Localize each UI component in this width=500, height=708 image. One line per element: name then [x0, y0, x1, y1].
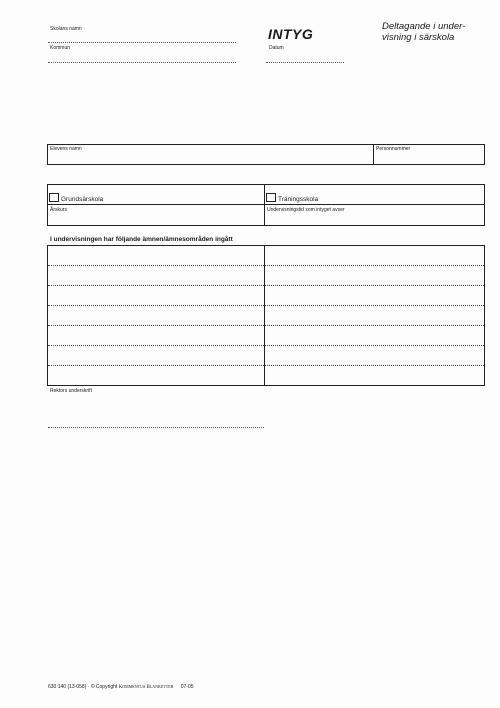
skolans-namn-field[interactable]	[48, 42, 236, 43]
school-type-bottom-line	[47, 225, 485, 226]
kommun-label: Kommun	[50, 45, 71, 51]
school-type-right-line	[484, 184, 485, 226]
subjects-row-line	[48, 345, 484, 346]
rektors-underskrift-label: Rektors underskrift	[50, 388, 92, 394]
form-subtitle-line2: visning i särskola	[382, 32, 455, 43]
footer-publisher: Kommentus Blanketter	[118, 685, 174, 690]
school-type-mid-line	[264, 184, 265, 226]
subjects-row-line	[48, 365, 484, 366]
subjects-row-line	[48, 265, 484, 266]
footer	[48, 684, 194, 691]
undervisningstid-field[interactable]	[266, 213, 482, 224]
undervisningstid-label: Undervisningstid som intyget avser	[267, 207, 345, 213]
traningsskola-label: Träningsskola	[278, 196, 319, 203]
grundsarskola-label: Grundsärskola	[61, 196, 104, 203]
datum-label: Datum	[269, 45, 284, 51]
kommun-field[interactable]	[48, 62, 236, 63]
form-subtitle	[382, 21, 465, 43]
subjects-row-line	[48, 305, 484, 306]
arskurs-field[interactable]	[49, 213, 262, 224]
subjects-row-line	[48, 285, 484, 286]
personnummer-label: Personnummer	[376, 146, 411, 152]
arskurs-label: Årskurs	[50, 207, 67, 213]
school-type-top-line	[47, 184, 485, 185]
grundsarskola-checkbox[interactable]	[49, 193, 59, 202]
subjects-row-line	[48, 325, 484, 326]
datum-field[interactable]	[266, 62, 344, 63]
traningsskola-checkbox[interactable]	[266, 193, 276, 202]
elevens-namn-label: Elevens namn	[50, 146, 82, 152]
footer-form-code: 630 140	[48, 684, 67, 690]
form-subtitle-line1: Deltagande i under-	[382, 21, 466, 32]
personnummer-field[interactable]	[375, 152, 483, 164]
subjects-heading: I undervisningen har följande ämnen/ämnesområden ingått	[50, 236, 233, 243]
form-title: INTYG	[268, 26, 314, 42]
student-box-divider	[373, 144, 374, 165]
elevens-namn-field[interactable]	[48, 152, 372, 164]
rektors-underskrift-field[interactable]	[48, 427, 264, 428]
footer-form-ref: (13-058)	[67, 684, 87, 690]
skolans-namn-label: Skolans namn	[50, 26, 82, 32]
footer-edition: 07-05	[180, 684, 194, 690]
school-type-mid-hline	[47, 204, 485, 205]
footer-copyright: · © Copyright	[87, 684, 118, 690]
school-type-left-line	[47, 184, 48, 226]
